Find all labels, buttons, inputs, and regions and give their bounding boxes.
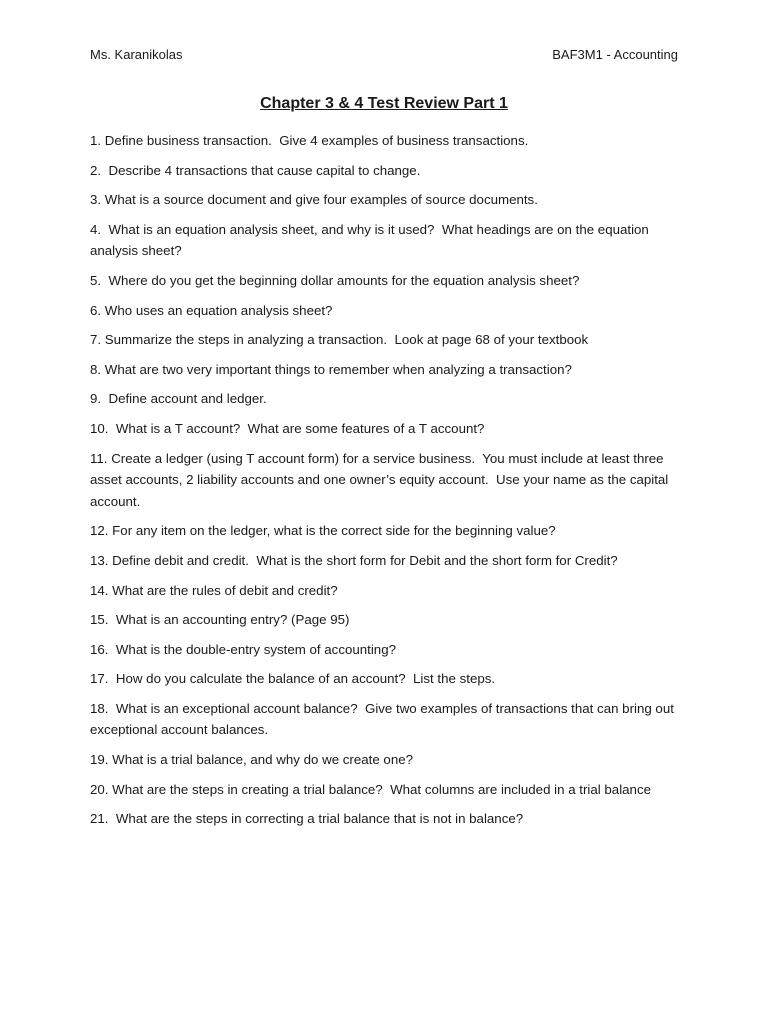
question-item: 12. For any item on the ledger, what is the correct side for the beginning value? [90,523,556,539]
question-item: 5. Where do you get the beginning dollar amounts for the equation analysis sheet? [90,272,580,288]
question-item: 11. Create a ledger (using T account form) for a service business. You must include at least three asset accounts, 2 liability accounts and one owner’s equity account. Use your name as the capital account. [90,450,672,509]
course-code: BAF3M1 - Accounting [552,47,678,62]
question-item: 8. What are two very important things to remember when analyzing a transaction? [90,361,572,377]
question-list [90,130,680,838]
page-title: Chapter 3 & 4 Test Review Part 1 [260,95,508,112]
question-item: 4. What is an equation analysis sheet, and why is it used? What headings are on the equation analysis sheet? [90,221,653,259]
question-item: 15. What is an accounting entry? (Page 95) [90,612,350,628]
question-item: 1. Define business transaction. Give 4 examples of business transactions. [90,133,529,148]
question-item: 19. What is a trial balance, and why do we create one? [90,752,414,768]
question-item: 16. What is the double-entry system of accounting? [90,641,396,657]
question-item: 18. What is an exceptional account balance? Give two examples of transactions that can bring out exceptional account balances. [90,700,678,738]
question-item: 6. Who uses an equation analysis sheet? [90,302,333,318]
question-item: 10. What is a T account? What are some features of a T account? [90,420,485,436]
question-item: 13. Define debit and credit. What is the short form for Debit and the short form for Credit? [90,552,618,568]
question-item: 7. Summarize the steps in analyzing a transaction. Look at page 68 of your textbook [90,332,589,348]
question-item: 14. What are the rules of debit and credit? [90,582,338,598]
question-item: 21. What are the steps in correcting a trial balance that is not in balance? [90,811,524,827]
question-item: 3. What is a source document and give four examples of source documents. [90,192,538,208]
question-item: 17. How do you calculate the balance of an account? List the steps. [90,671,496,687]
question-item: 2. Describe 4 transactions that cause capital to change. [90,162,421,178]
teacher-name: Ms. Karanikolas [90,47,183,62]
question-item: 20. What are the steps in creating a trial balance? What columns are included in a trial balance [90,781,651,797]
question-item: 9. Define account and ledger. [90,391,267,407]
